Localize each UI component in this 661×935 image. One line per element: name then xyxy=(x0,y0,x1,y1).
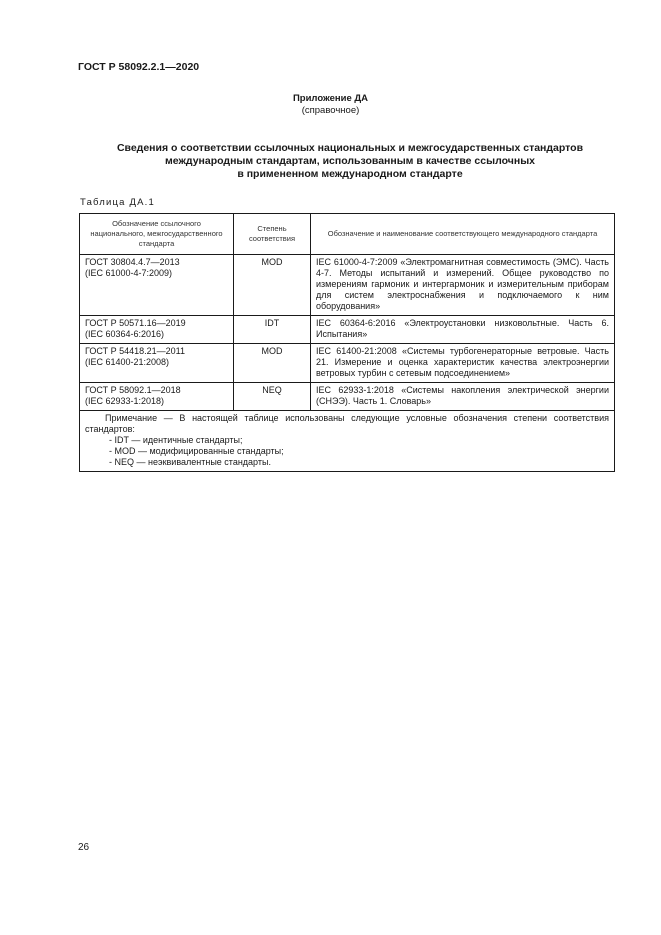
national-code: ГОСТ 30804.4.7—2013 xyxy=(85,257,180,267)
national-code: ГОСТ Р 50571.16—2019 xyxy=(85,318,186,328)
national-iec-code: (IEC 60364-6:2016) xyxy=(85,329,165,339)
cell-degree: MOD xyxy=(234,255,311,316)
note-item: - IDT — идентичные стандарты; xyxy=(109,435,243,445)
heading-line: Сведения о соответствии ссылочных национальных и межгосударственных стандартов xyxy=(116,142,584,154)
national-iec-code: (IEC 61000-4-7:2009) xyxy=(85,268,173,278)
note-text: Примечание — В настоящей таблице использованы следующие условные обозначения степени соответствия стандартов: xyxy=(85,413,609,434)
table-header-row xyxy=(80,214,615,255)
header-degree: Степень соответствия xyxy=(234,214,311,255)
header-international: Обозначение и наименование соответствующего международного стандарта xyxy=(311,214,615,255)
correspondence-table xyxy=(79,213,615,472)
national-iec-code: (IEC 61400-21:2008) xyxy=(85,357,170,367)
page-number: 26 xyxy=(78,842,90,853)
table-note xyxy=(80,411,615,472)
cell-national xyxy=(80,344,234,383)
document-code: ГОСТ Р 58092.2.1—2020 xyxy=(78,61,200,73)
appendix-title: Приложение ДА xyxy=(292,93,369,104)
cell-international: IEC 61000-4-7:2009 «Электромагнитная совместимость (ЭМС). Часть 4-7. Методы испытаний и измерений. Общее руководство по измерениям гармоник и интергармоник и измерительным приборам для систем электроснабжения и подключаемого к ним оборудования» xyxy=(311,255,615,316)
cell-national xyxy=(80,316,234,344)
section-heading xyxy=(70,142,630,181)
table-row xyxy=(80,344,615,383)
heading-line: в примененном международном стандарте xyxy=(237,168,463,180)
note-item: - NEQ — неэквивалентные стандарты. xyxy=(109,457,271,467)
table-note-row xyxy=(80,411,615,472)
header-national: Обозначение ссылочного национального, межгосударственного стандарта xyxy=(80,214,234,255)
cell-national xyxy=(80,383,234,411)
cell-degree: MOD xyxy=(234,344,311,383)
table-row xyxy=(80,255,615,316)
table-caption: Таблица ДА.1 xyxy=(80,197,155,208)
cell-national xyxy=(80,255,234,316)
national-code: ГОСТ Р 58092.1—2018 xyxy=(85,385,181,395)
national-iec-code: (IEC 62933-1:2018) xyxy=(85,396,165,406)
heading-line: международным стандартам, использованным в качестве ссылочных xyxy=(164,155,535,167)
note-list xyxy=(85,435,609,468)
appendix-heading xyxy=(0,93,661,117)
table-row xyxy=(80,316,615,344)
note-item: - MOD — модифицированные стандарты; xyxy=(109,446,284,456)
cell-international: IEC 60364-6:2016 «Электроустановки низковольтные. Часть 6. Испытания» xyxy=(311,316,615,344)
cell-degree: NEQ xyxy=(234,383,311,411)
cell-international: IEC 62933-1:2018 «Системы накопления электрической энергии (СНЭЭ). Часть 1. Словарь» xyxy=(311,383,615,411)
appendix-subtitle: (справочное) xyxy=(301,105,360,116)
cell-international: IEC 61400-21:2008 «Системы турбогенераторные ветровые. Часть 21. Измерение и оценка характеристик качества электроэнергии ветровых турбин с сетевым подсоединением» xyxy=(311,344,615,383)
national-code: ГОСТ Р 54418.21—2011 xyxy=(85,346,185,356)
table-row xyxy=(80,383,615,411)
cell-degree: IDT xyxy=(234,316,311,344)
